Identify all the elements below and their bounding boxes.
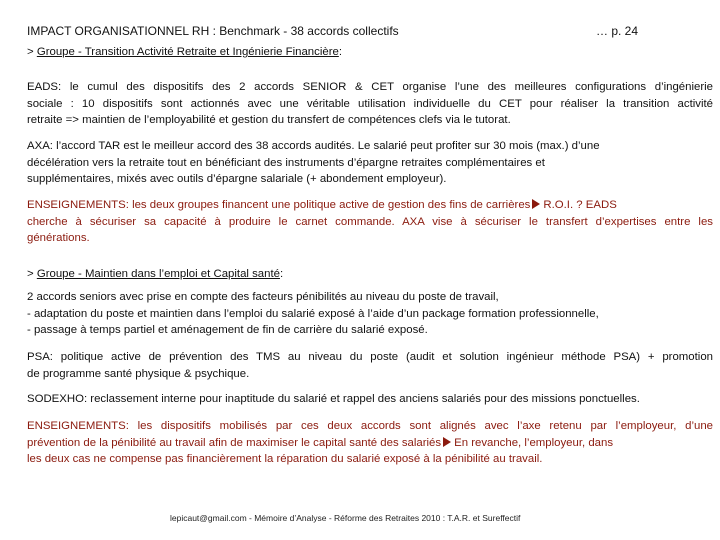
eads-paragraph [27, 79, 713, 129]
section-colon: : [279, 268, 284, 280]
page-number: … p. 24 [596, 24, 639, 38]
paragraph-line: EADS: le cumul des dispositifs des 2 accords SENIOR & CET organise l’une des meilleures configurations d’ingénierie [27, 81, 713, 93]
page-footer: lepicaut@gmail.com - Mémoire d’Analyse - Réforme des Retraites 2010 : T.A.R. et Sureffectif [170, 513, 521, 523]
page-title: IMPACT ORGANISATIONNEL RH : Benchmark - 38 accords collectifs [27, 24, 399, 38]
paragraph-line: 2 accords seniors avec prise en compte des facteurs pénibilités au niveau du poste de travail, [27, 291, 499, 303]
enseignements-paragraph-1 [27, 197, 713, 247]
paragraph-line: retraite => maintien de l’employabilité et gestion du transfert de compétences clefs via le tutorat. [27, 114, 511, 126]
sodexho-paragraph [27, 391, 713, 408]
paragraph-line: AXA: l’accord TAR est le meilleur accord des 38 accords audités. Le salarié peut profiter sur 30 mois (max.) d’une [27, 140, 600, 152]
paragraph-line: les deux cas ne compense pas financièrement la réparation du salarié exposé à la pénibilité au travail. [27, 453, 543, 465]
paragraph-text: R.O.I. ? EADS [543, 199, 617, 211]
paragraph-line: sociale : 10 dispositifs sont actionnés avec une véritable utilisation individuelle du CET pour réaliser la transition activité [27, 97, 713, 110]
axa-paragraph [27, 138, 713, 188]
paragraph-line: PSA: politique active de prévention des TMS au niveau du poste (audit et solution ingénieur méthode PSA) + promotion [27, 351, 713, 363]
paragraph-line: - adaptation du poste et maintien dans l’emploi du salarié exposé à l’aide d’un package formation professionnelle, [27, 307, 599, 320]
section-heading-text: Groupe - Maintien dans l’emploi et Capital santé [36, 268, 280, 280]
section-prefix: > [27, 46, 37, 58]
paragraph-text: prévention de la pénibilité au travail afin de maximiser le capital santé des salariés [27, 436, 442, 449]
paragraph-line: - passage à temps partiel et aménagement de fin de carrière du salarié exposé. [27, 324, 428, 336]
paragraph-line: supplémentaires, mixés avec outils d’épargne salariale (+ abondement employeur). [27, 173, 447, 185]
paragraph-line: décélération vers la retraite tout en bénéficiant des instruments d’épargne retraites complémentaires et [27, 156, 545, 169]
section-prefix: > [27, 268, 37, 280]
seniors-paragraph [27, 289, 713, 339]
section-colon: : [338, 46, 343, 58]
psa-paragraph [27, 349, 713, 382]
enseignements-paragraph-2 [27, 418, 713, 468]
paragraph-text: En revanche, l’employeur, dans [454, 436, 614, 449]
section-heading-transition [27, 44, 713, 61]
paragraph-line: ENSEIGNEMENTS: les dispositifs mobilisés par ces deux accords sont alignés avec l’axe retenu par l’employeur, d’une [27, 420, 713, 432]
arrow-right-icon [532, 199, 540, 209]
paragraph-line: générations. [27, 232, 90, 244]
paragraph-line: SODEXHO: reclassement interne pour inaptitude du salarié et rappel des anciens salariés pour des missions ponctuelles. [27, 393, 640, 405]
paragraph-text: ENSEIGNEMENTS: les deux groupes financent une politique active de gestion des fins de carrières [27, 199, 531, 211]
section-heading-text: Groupe - Transition Activité Retraite et Ingénierie Financière [36, 46, 339, 58]
paragraph-line: de programme santé physique & psychique. [27, 367, 250, 380]
section-heading-maintien [27, 266, 713, 283]
arrow-right-icon [443, 437, 451, 447]
paragraph-line: cherche à sécuriser sa capacité à produire le carnet commande. AXA vise à sécuriser le transfert d’expertises entre les [27, 215, 713, 228]
